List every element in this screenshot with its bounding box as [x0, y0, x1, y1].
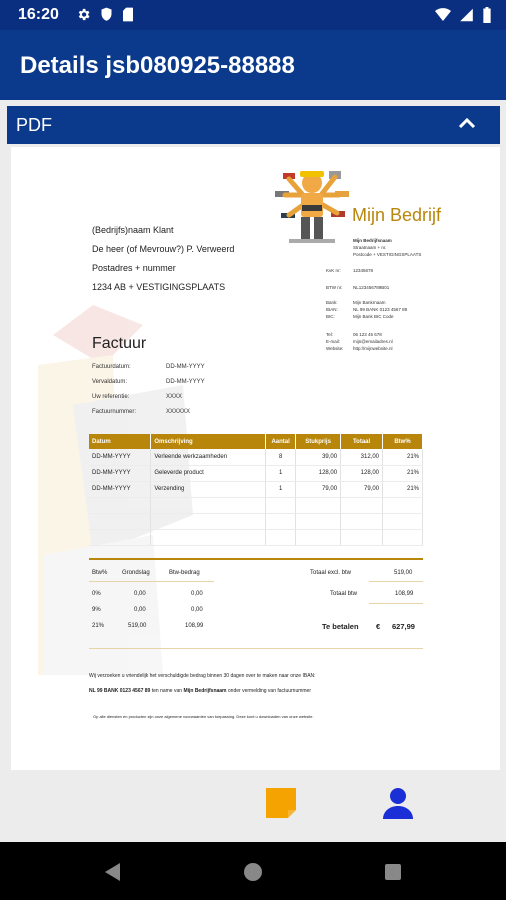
- footer-terms: Op alle diensten en producten zijn onze algemene voorwaarden van toepassing. Deze kunt u downloaden van onze website.: [93, 714, 314, 719]
- totals-rule: [369, 603, 423, 604]
- company-info-label: IBAN:: [326, 307, 338, 312]
- table-cell: 128,00: [341, 465, 383, 481]
- table-row: [89, 481, 423, 497]
- bottom-action-bar: [0, 770, 506, 842]
- btw-rule: [89, 581, 214, 582]
- footer-iban-line: [89, 688, 311, 694]
- column-header: Stukprijs: [296, 434, 341, 449]
- footer-mid: ten name van: [151, 688, 183, 694]
- company-info-label: BTW nr:: [326, 285, 343, 290]
- total-btw-label: Totaal btw: [330, 591, 358, 597]
- company-info-value: Mijn Bedrijfsnaam: [353, 238, 392, 243]
- btw-cell: 9%: [92, 607, 101, 613]
- table-cell: 39,00: [296, 449, 341, 465]
- table-cell: 21%: [383, 481, 423, 497]
- company-info-label: Website:: [326, 346, 344, 351]
- total-btw-value: 108,99: [395, 591, 414, 597]
- company-info-value: Mijn Bankrnaam: [353, 300, 386, 305]
- wifi-icon: [435, 8, 451, 22]
- column-header: Btw%: [383, 434, 423, 449]
- note-icon[interactable]: [264, 786, 298, 820]
- company-info-value: Straatnaam + nr.: [353, 245, 387, 250]
- footer-iban: NL 99 BANK 0123 4567 89: [89, 688, 151, 694]
- client-contact: De heer (of Mevrouw?) P. Verweerd: [92, 244, 235, 254]
- person-icon[interactable]: [381, 786, 415, 820]
- totals-bottom-rule: [89, 648, 423, 649]
- footer-payment-text: Wij verzoeken u vriendelijk het verschuldigde bedrag binnen 30 dagen over te maken naar onze IBAN:: [89, 673, 316, 679]
- btw-cell: 0%: [92, 591, 101, 597]
- company-info-label: E-mail:: [326, 339, 341, 344]
- client-name: (Bedrijfs)naam Klant: [92, 225, 174, 235]
- total-pay-label: Te betalen: [322, 622, 359, 631]
- back-icon[interactable]: [104, 862, 122, 882]
- table-header-row: [89, 434, 423, 449]
- meta-label: Vervaldatum:: [92, 379, 128, 385]
- footer-company: Mijn Bedrijfsnaam: [183, 688, 227, 694]
- app-bar: [0, 30, 506, 100]
- table-cell: 1: [266, 465, 296, 481]
- company-info-value: 12345678: [353, 268, 374, 273]
- meta-label: Factuurnummer:: [92, 409, 137, 415]
- home-icon[interactable]: [243, 862, 263, 882]
- page-title: Details jsb080925-88888: [20, 52, 295, 79]
- meta-value: XXXXXX: [166, 409, 191, 415]
- table-cell: 128,00: [296, 465, 341, 481]
- chevron-up-icon[interactable]: [458, 116, 476, 130]
- table-cell: DD-MM-YYYY: [89, 449, 151, 465]
- battery-icon: [482, 7, 492, 23]
- table-cell: Geleverde product: [151, 465, 266, 481]
- total-pay-value: 627,99: [392, 622, 415, 631]
- column-header: Aantal: [266, 434, 296, 449]
- company-info-label: Bank:: [326, 300, 338, 305]
- pdf-panel-header[interactable]: [7, 106, 500, 144]
- company-info-value: http://mijnwebsite.nl: [353, 346, 393, 351]
- company-info-value: 06 123 45 678: [353, 332, 382, 337]
- table-cell: DD-MM-YYYY: [89, 481, 151, 497]
- meta-value: XXXX: [166, 394, 183, 400]
- company-info-label: BIC:: [326, 314, 335, 319]
- signal-icon: [459, 8, 474, 22]
- table-row: [89, 465, 423, 481]
- btw-cell: 0,00: [191, 591, 203, 597]
- company-info-value: Postcode + VESTIGINGSPLAATS: [353, 252, 422, 257]
- company-info-value: Mijn Bank BIC Code: [353, 314, 394, 319]
- total-excl-value: 519,00: [394, 570, 413, 576]
- btw-cell: 519,00: [128, 623, 147, 629]
- table-cell: 312,00: [341, 449, 383, 465]
- table-row-empty: [89, 529, 423, 545]
- client-address: Postadres + nummer: [92, 263, 176, 273]
- company-brand: Mijn Bedrijf: [352, 205, 442, 225]
- divider: [89, 558, 423, 560]
- btw-header: Grondslag: [122, 570, 150, 576]
- table-cell: 21%: [383, 465, 423, 481]
- table-cell: 79,00: [341, 481, 383, 497]
- column-header: Datum: [89, 434, 151, 449]
- btw-header: Btw-bedrag: [169, 570, 200, 576]
- table-cell: Verzending: [151, 481, 266, 497]
- client-city: 1234 AB + VESTIGINGSPLAATS: [92, 282, 226, 292]
- footer-end: onder vermelding van factuurnummer: [227, 688, 312, 694]
- btw-header: Btw%: [92, 570, 108, 576]
- pdf-panel-label: PDF: [16, 115, 52, 135]
- meta-value: DD-MM-YYYY: [166, 364, 205, 370]
- recents-icon[interactable]: [384, 863, 402, 881]
- status-time: 16:20: [18, 6, 59, 23]
- company-info-value: mijn@emailadres.nl: [353, 339, 393, 344]
- status-bar: [0, 0, 506, 30]
- meta-label: Uw referentie:: [92, 394, 130, 400]
- company-info-label: Tel:: [326, 332, 334, 337]
- table-cell: 21%: [383, 449, 423, 465]
- totals-rule: [369, 581, 423, 582]
- btw-cell: 21%: [92, 623, 105, 629]
- company-logo: [273, 161, 351, 245]
- company-info-value: NL123456789B01: [353, 285, 390, 290]
- total-excl-label: Totaal excl. btw: [310, 570, 352, 576]
- shield-icon: [100, 7, 113, 22]
- btw-cell: 108,99: [185, 623, 204, 629]
- column-header: Totaal: [341, 434, 383, 449]
- meta-value: DD-MM-YYYY: [166, 379, 205, 385]
- table-row-empty: [89, 497, 423, 513]
- table-cell: Verleende werkzaamheden: [151, 449, 266, 465]
- meta-label: Factuurdatum:: [92, 364, 131, 370]
- system-nav-bar: [0, 842, 506, 900]
- gear-icon: [76, 7, 91, 22]
- column-header: Omschrijving: [151, 434, 266, 449]
- btw-cell: 0,00: [134, 607, 146, 613]
- company-info-value: NL 99 BANK 0123 4567 89: [353, 307, 408, 312]
- table-cell: 1: [266, 481, 296, 497]
- pdf-preview[interactable]: [11, 147, 500, 770]
- table-cell: DD-MM-YYYY: [89, 465, 151, 481]
- table-cell: 8: [266, 449, 296, 465]
- table-row: [89, 449, 423, 465]
- items-table: [89, 434, 423, 546]
- table-cell: 79,00: [296, 481, 341, 497]
- total-pay-currency: €: [376, 622, 381, 631]
- table-row-empty: [89, 513, 423, 529]
- btw-cell: 0,00: [191, 607, 203, 613]
- company-info-label: KvK nr:: [326, 268, 341, 273]
- btw-cell: 0,00: [134, 591, 146, 597]
- invoice-title: Factuur: [92, 335, 147, 352]
- sd-card-icon: [122, 7, 134, 22]
